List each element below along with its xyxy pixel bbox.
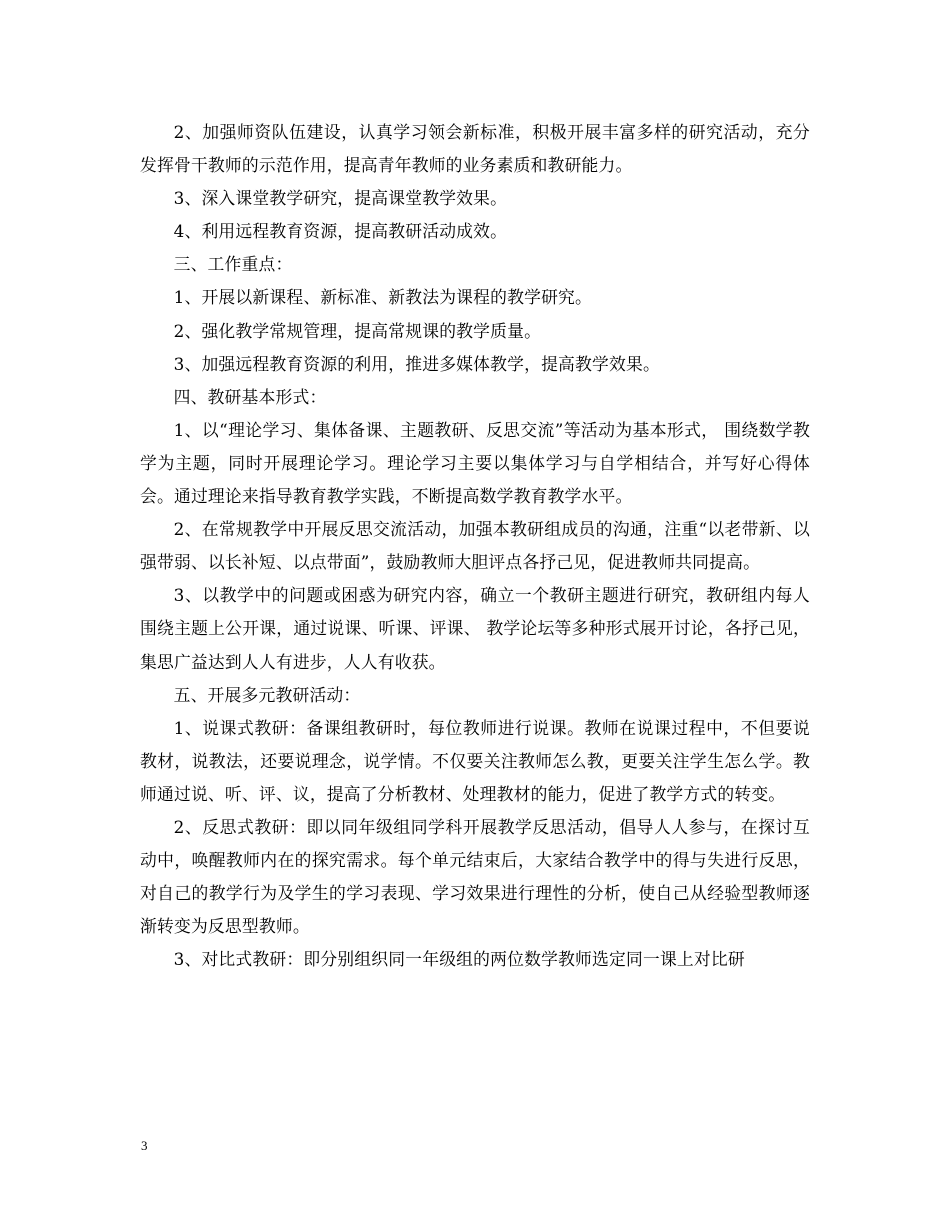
paragraph-form-1: 1、以“理论学习、集体备课、主题教研、反思交流”等活动为基本形式， 围绕数学教学为主题，同时开展理论学习。理论学习主要以集体学习与自学相结合，并写好心得体会。通过理论来指导教育教学实践，不断提高数学教育教学水平。 — [140, 419, 810, 507]
paragraph-goal-3: 3、深入课堂教学研究，提高课堂教学效果。 — [173, 188, 508, 209]
paragraph-focus-1: 1、开展以新课程、新标准、新教法为课程的教学研究。 — [173, 287, 593, 308]
paragraph-goal-4: 4、利用远程教育资源，提高教研活动成效。 — [173, 221, 508, 242]
section-heading-research-forms: 四、教研基本形式： — [173, 386, 327, 407]
document-body — [140, 116, 810, 976]
section-heading-work-focus: 三、工作重点： — [173, 254, 293, 275]
paragraph-form-3: 3、以教学中的问题或困惑为研究内容，确立一个教研主题进行研究，教研组内每人围绕主题上公开课，通过说课、听课、评课、 教学论坛等多种形式展开讨论，各抒己见，集思广益达到人人有进步，人人有收获。 — [140, 585, 810, 672]
page-number: 3 — [141, 1138, 148, 1153]
paragraph-activity-3: 3、对比式教研：即分别组织同一年级组的两位数学教师选定同一课上对比研 — [173, 949, 745, 970]
section-heading-activities: 五、开展多元教研活动： — [173, 684, 361, 705]
paragraph-activity-1: 1、说课式教研：备课组教研时，每位教师进行说课。教师在说课过程中，不但要说教材，说教法，还要说理念，说学情。不仅要关注教师怎么教，更要关注学生怎么学。教师通过说、听、评、议，提高了分析教材、处理教材的能力，促进了教学方式的转变。 — [140, 717, 810, 804]
paragraph-focus-2: 2、强化教学常规管理，提高常规课的教学质量。 — [173, 320, 542, 341]
paragraph-activity-2: 2、反思式教研：即以同年级组同学科开展教学反思活动，倡导人人参与，在探讨互动中，唤醒教师内在的探究需求。每个单元结束后，大家结合教学中的得与失进行反思，对自己的教学行为及学生的学习表现、学习效果进行理性的分析，使自己从经验型教师逐渐转变为反思型教师。 — [140, 816, 810, 937]
paragraph-form-2: 2、在常规教学中开展反思交流活动，加强本教研组成员的沟通，注重“以老带新、以强带弱、以长补短、以点带面”，鼓励教师大胆评点各抒己见，促进教师共同提高。 — [140, 519, 810, 573]
paragraph-focus-3: 3、加强远程教育资源的利用，推进多媒体教学，提高教学效果。 — [173, 353, 660, 374]
paragraph-goal-2: 2、加强师资队伍建设，认真学习领会新标准，积极开展丰富多样的研究活动，充分发挥骨干教师的示范作用，提高青年教师的业务素质和教研能力。 — [140, 122, 810, 176]
